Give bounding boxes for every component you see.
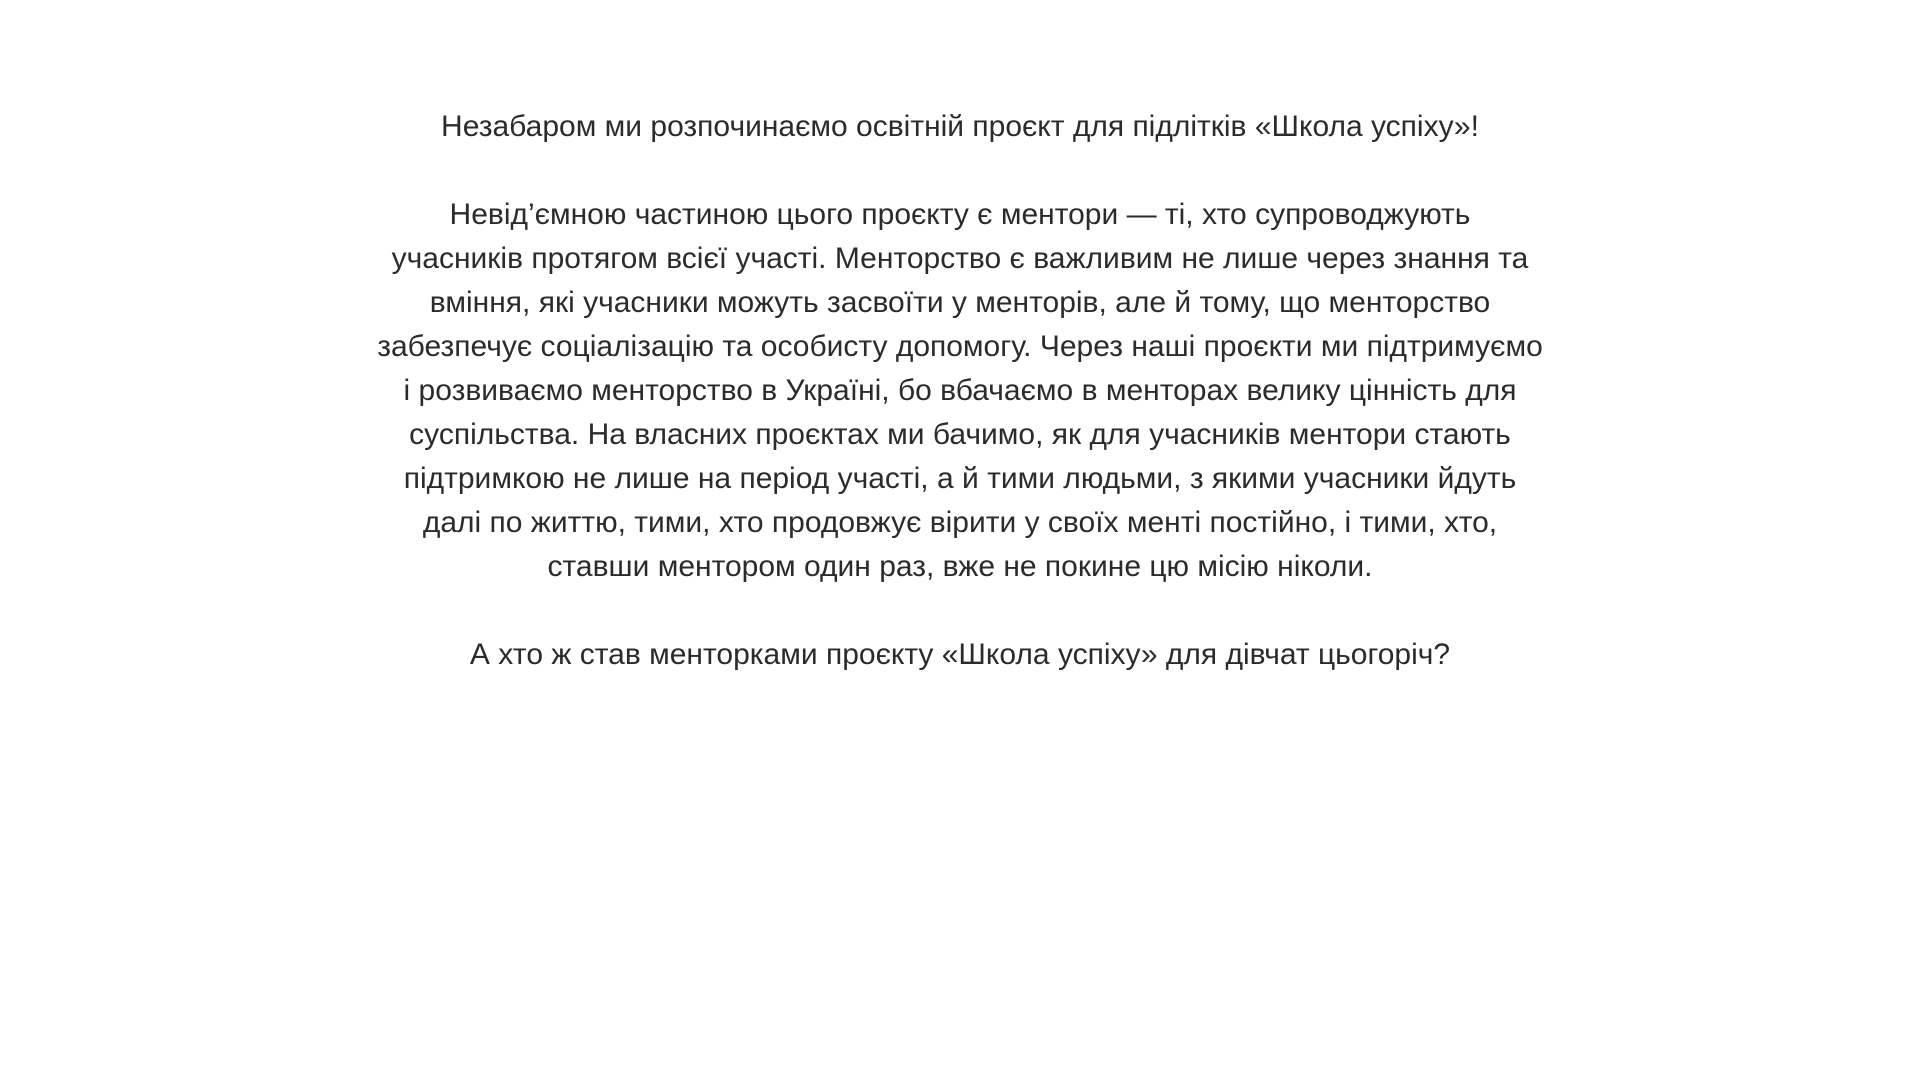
body-line: підтримкою не лише на період участі, а й тими людьми, з якими учасники йдуть xyxy=(403,462,1517,495)
body-line: ставши ментором один раз, вже не покине цю місію ніколи. xyxy=(547,550,1373,583)
body-line: учасників протягом всієї участі. Менторство є важливим не лише через знання та xyxy=(391,242,1529,275)
body-line: Невід’ємною частиною цього проєкту є ментори — ті, хто супроводжують xyxy=(449,198,1471,231)
body-line: суспільства. На власних проєктах ми бачимо, як для учасників ментори стають xyxy=(409,418,1511,451)
body-paragraph xyxy=(360,193,1560,589)
paragraph-gap xyxy=(360,589,1560,633)
paragraph-gap xyxy=(360,149,1560,193)
closing-question: А хто ж став менторками проєкту «Школа успіху» для дівчат цьогоріч? xyxy=(469,638,1451,671)
announcement-text xyxy=(360,105,1560,677)
body-line: далі по життю, тими, хто продовжує вірити у своїх менті постійно, і тими, хто, xyxy=(422,506,1498,539)
intro-paragraph: Незабаром ми розпочинаємо освітній проєкт для підлітків «Школа успіху»! xyxy=(441,110,1479,143)
body-line: забезпечує соціалізацію та особисту допомогу. Через наші проєкти ми підтримуємо xyxy=(377,330,1543,363)
body-line: і розвиваємо менторство в Україні, бо вбачаємо в менторах велику цінність для xyxy=(403,374,1517,407)
body-line: вміння, які учасники можуть засвоїти у менторів, але й тому, що менторство xyxy=(429,286,1491,319)
